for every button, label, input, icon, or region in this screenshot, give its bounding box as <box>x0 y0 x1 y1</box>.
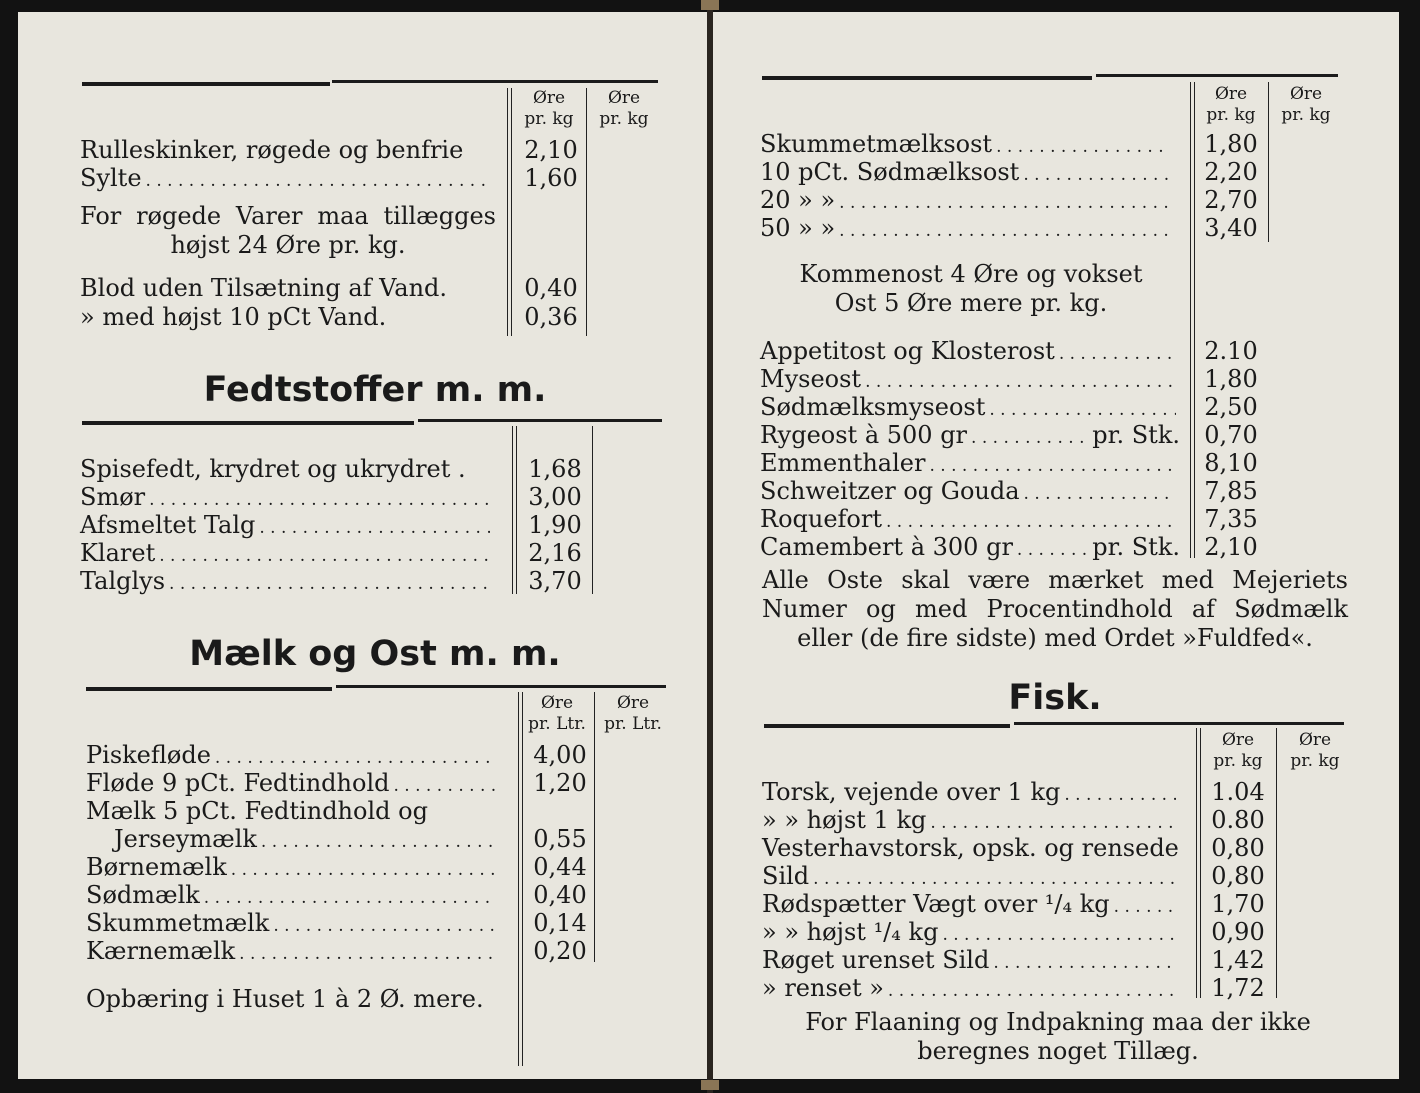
price-row <box>114 825 500 856</box>
price-value: 0,70 <box>1204 421 1258 449</box>
leader-dots <box>1024 480 1176 508</box>
leader-dots <box>204 884 496 912</box>
price-row <box>86 937 500 968</box>
leader-dots <box>146 167 490 195</box>
price-row <box>80 136 494 164</box>
price-value: 3,00 <box>528 483 582 511</box>
price-row <box>86 881 500 912</box>
price-value: 3,40 <box>1204 214 1258 242</box>
leader-dots <box>394 772 497 800</box>
leader-dots <box>169 570 490 598</box>
leader-dots <box>993 949 1176 977</box>
item-label: Vesterhavstorsk, opsk. og rensede <box>762 834 1179 862</box>
price-value: 0.80 <box>1211 806 1265 834</box>
column-header-ore: Øre pr. kg <box>1213 730 1263 771</box>
column-header-ore: Øre pr. kg <box>1281 84 1331 125</box>
price-row <box>762 946 1180 977</box>
smoked-goods-note: For røgede Varer maa tillægges højst 24 Øre pr. kg. <box>80 202 496 259</box>
leader-dots <box>813 865 1176 893</box>
column-header-ore: Øre pr. kg <box>1206 84 1256 125</box>
leader-dots <box>261 828 496 856</box>
price-value: 0,90 <box>1211 918 1265 946</box>
price-row <box>760 393 1180 424</box>
item-label: Afsmeltet Talg <box>80 511 256 539</box>
price-row <box>80 567 494 598</box>
item-label: » » højst ¹/₄ kg <box>762 918 939 946</box>
leader-dots <box>1114 893 1176 921</box>
item-label: Schweitzer og Gouda <box>760 477 1020 505</box>
item-label: Sild <box>762 862 810 890</box>
price-row <box>760 477 1180 508</box>
item-label: 10 pCt. Sødmælksost <box>760 158 1020 186</box>
price-value: 0,80 <box>1211 862 1265 890</box>
price-row <box>760 449 1180 480</box>
price-value: 0,55 <box>533 825 587 853</box>
item-label: Spisefedt, krydret og ukrydret . <box>80 455 466 483</box>
item-label: 50 » » <box>760 214 836 242</box>
unit-suffix: pr. Stk. <box>1092 421 1180 449</box>
price-value: 2,16 <box>528 539 582 567</box>
price-row <box>760 337 1180 368</box>
price-row <box>80 303 494 331</box>
price-row <box>760 158 1174 189</box>
price-row <box>80 274 494 302</box>
leader-dots <box>159 542 490 570</box>
column-header-ore: Øre pr. kg <box>599 88 649 129</box>
leader-dots <box>929 452 1176 480</box>
price-row <box>86 741 500 772</box>
fish-note: For Flaaning og Indpakning maa der ikke beregnes noget Tillæg. <box>805 1008 1311 1065</box>
item-label: Kærnemælk <box>86 937 236 965</box>
price-value: 1,20 <box>533 769 587 797</box>
item-label: Smør <box>80 483 146 511</box>
price-value: 1,80 <box>1204 365 1258 393</box>
item-label: Piskefløde <box>86 741 211 769</box>
leader-dots <box>930 809 1176 837</box>
leader-dots <box>865 368 1176 396</box>
leader-dots <box>886 508 1176 536</box>
item-label: Sødmælk <box>86 881 200 909</box>
price-row <box>762 862 1180 893</box>
price-value: 1,60 <box>524 164 578 192</box>
price-value: 1,42 <box>1211 946 1265 974</box>
item-label: Talglys <box>80 567 166 595</box>
leader-dots <box>1059 340 1176 368</box>
leader-dots <box>989 396 1176 424</box>
delivery-note: Opbæring i Huset 1 à 2 Ø. mere. <box>86 985 484 1013</box>
item-label: Jerseymælk <box>114 825 257 853</box>
price-value: 2,70 <box>1204 186 1258 214</box>
leader-dots <box>1023 161 1170 189</box>
price-value: 1,80 <box>1204 130 1258 158</box>
cheese-marking-note: Alle Oste skal være mærket med Mejeriets Numer og med Procentindhold af Sødmælk eller (de fire sidste) med Ordet »Fuldfed«. <box>762 566 1348 652</box>
section-title-fish: Fisk. <box>1008 678 1102 718</box>
price-row <box>80 164 494 195</box>
price-value: 2.10 <box>1204 337 1258 365</box>
price-value: 1,72 <box>1211 974 1265 1002</box>
leader-dots <box>971 424 1088 452</box>
price-row <box>760 533 1180 564</box>
leader-dots <box>149 486 490 514</box>
price-row <box>86 769 500 800</box>
price-row <box>762 890 1180 921</box>
price-value: 0,36 <box>524 303 578 331</box>
leader-dots <box>239 940 496 968</box>
item-label: Camembert à 300 gr <box>760 533 1013 561</box>
price-row <box>760 130 1174 161</box>
item-label: 20 » » <box>760 186 836 214</box>
item-label: Roquefort <box>760 505 882 533</box>
leader-dots <box>259 514 490 542</box>
price-value: 7,35 <box>1204 505 1258 533</box>
price-value: 0,40 <box>533 881 587 909</box>
price-value: 2,10 <box>524 136 578 164</box>
price-row <box>762 806 1180 837</box>
item-label: Skummetmælksost <box>760 130 993 158</box>
leader-dots <box>942 921 1176 949</box>
item-label: Fløde 9 pCt. Fedtindhold <box>86 769 390 797</box>
price-row <box>760 421 1180 452</box>
price-value: 2,10 <box>1204 533 1258 561</box>
price-value: 7,85 <box>1204 477 1258 505</box>
top-rule <box>332 80 658 83</box>
price-row <box>80 539 494 570</box>
item-label: Sylte <box>80 164 142 192</box>
price-value: 4,00 <box>533 741 587 769</box>
column-header-ore: Øre pr. kg <box>524 88 574 129</box>
leader-dots <box>1064 781 1176 809</box>
leader-dots <box>231 856 496 884</box>
price-row <box>80 511 494 542</box>
price-value: 2,20 <box>1204 158 1258 186</box>
leader-dots <box>839 189 1170 217</box>
item-label: Torsk, vejende over 1 kg <box>762 778 1061 806</box>
item-label: Klaret <box>80 539 156 567</box>
price-value: 1,70 <box>1211 890 1265 918</box>
item-label: Rulleskinker, røgede og benfrie <box>80 136 464 164</box>
caraway-cheese-note: Kommenost 4 Øre og vokset Ost 5 Øre mere pr. kg. <box>799 260 1143 317</box>
top-rule <box>82 82 330 86</box>
price-row <box>760 365 1180 396</box>
price-row <box>86 853 500 884</box>
item-label: Røget urenset Sild <box>762 946 990 974</box>
item-label: Emmenthaler <box>760 449 926 477</box>
leader-dots <box>839 217 1170 245</box>
price-row <box>760 505 1180 536</box>
item-label: » renset » <box>762 974 884 1002</box>
price-row <box>762 834 1180 862</box>
leader-dots <box>215 744 496 772</box>
price-row <box>760 214 1174 245</box>
section-title-fats: Fedtstoffer m. m. <box>203 370 547 410</box>
price-value: 0,20 <box>533 937 587 965</box>
section-title-milk: Mælk og Ost m. m. <box>189 634 561 674</box>
leader-dots <box>888 977 1176 1005</box>
price-row <box>762 778 1180 809</box>
item-label: Børnemælk <box>86 853 227 881</box>
item-label: Blod uden Tilsætning af Vand. <box>80 274 448 302</box>
price-value: 1.04 <box>1211 778 1265 806</box>
item-label: Myseost <box>760 365 862 393</box>
price-value: 0,40 <box>524 274 578 302</box>
item-label: Appetitost og Klosterost <box>760 337 1055 365</box>
price-value: 8,10 <box>1204 449 1258 477</box>
item-label: Skummetmælk <box>86 909 270 937</box>
leader-dots <box>273 912 496 940</box>
price-value: 3,70 <box>528 567 582 595</box>
price-value: 0,44 <box>533 853 587 881</box>
price-row <box>80 483 494 514</box>
price-row <box>80 455 494 483</box>
leader-dots <box>996 133 1170 161</box>
price-row <box>760 186 1174 217</box>
item-label: Sødmælksmyseost <box>760 393 986 421</box>
item-label: » med højst 10 pCt Vand. <box>80 303 387 331</box>
column-header-ore: Øre pr. Ltr. <box>604 693 662 734</box>
price-value: 0,80 <box>1211 834 1265 862</box>
column-header-ore: Øre pr. kg <box>1290 730 1340 771</box>
price-row <box>762 918 1180 949</box>
price-row <box>762 974 1180 1005</box>
leader-dots <box>1017 536 1088 564</box>
unit-suffix: pr. Stk. <box>1092 533 1180 561</box>
price-value: 1,90 <box>528 511 582 539</box>
item-label: Rygeost à 500 gr <box>760 421 968 449</box>
price-row <box>86 909 500 940</box>
price-value: 1,68 <box>528 455 582 483</box>
item-label: Rødspætter Vægt over ¹/₄ kg <box>762 890 1110 918</box>
price-value: 0,14 <box>533 909 587 937</box>
price-value: 2,50 <box>1204 393 1258 421</box>
item-label: » » højst 1 kg <box>762 806 927 834</box>
item-label: Mælk 5 pCt. Fedtindhold og <box>86 797 428 825</box>
column-header-ore: Øre pr. Ltr. <box>528 693 586 734</box>
price-row <box>86 797 500 825</box>
